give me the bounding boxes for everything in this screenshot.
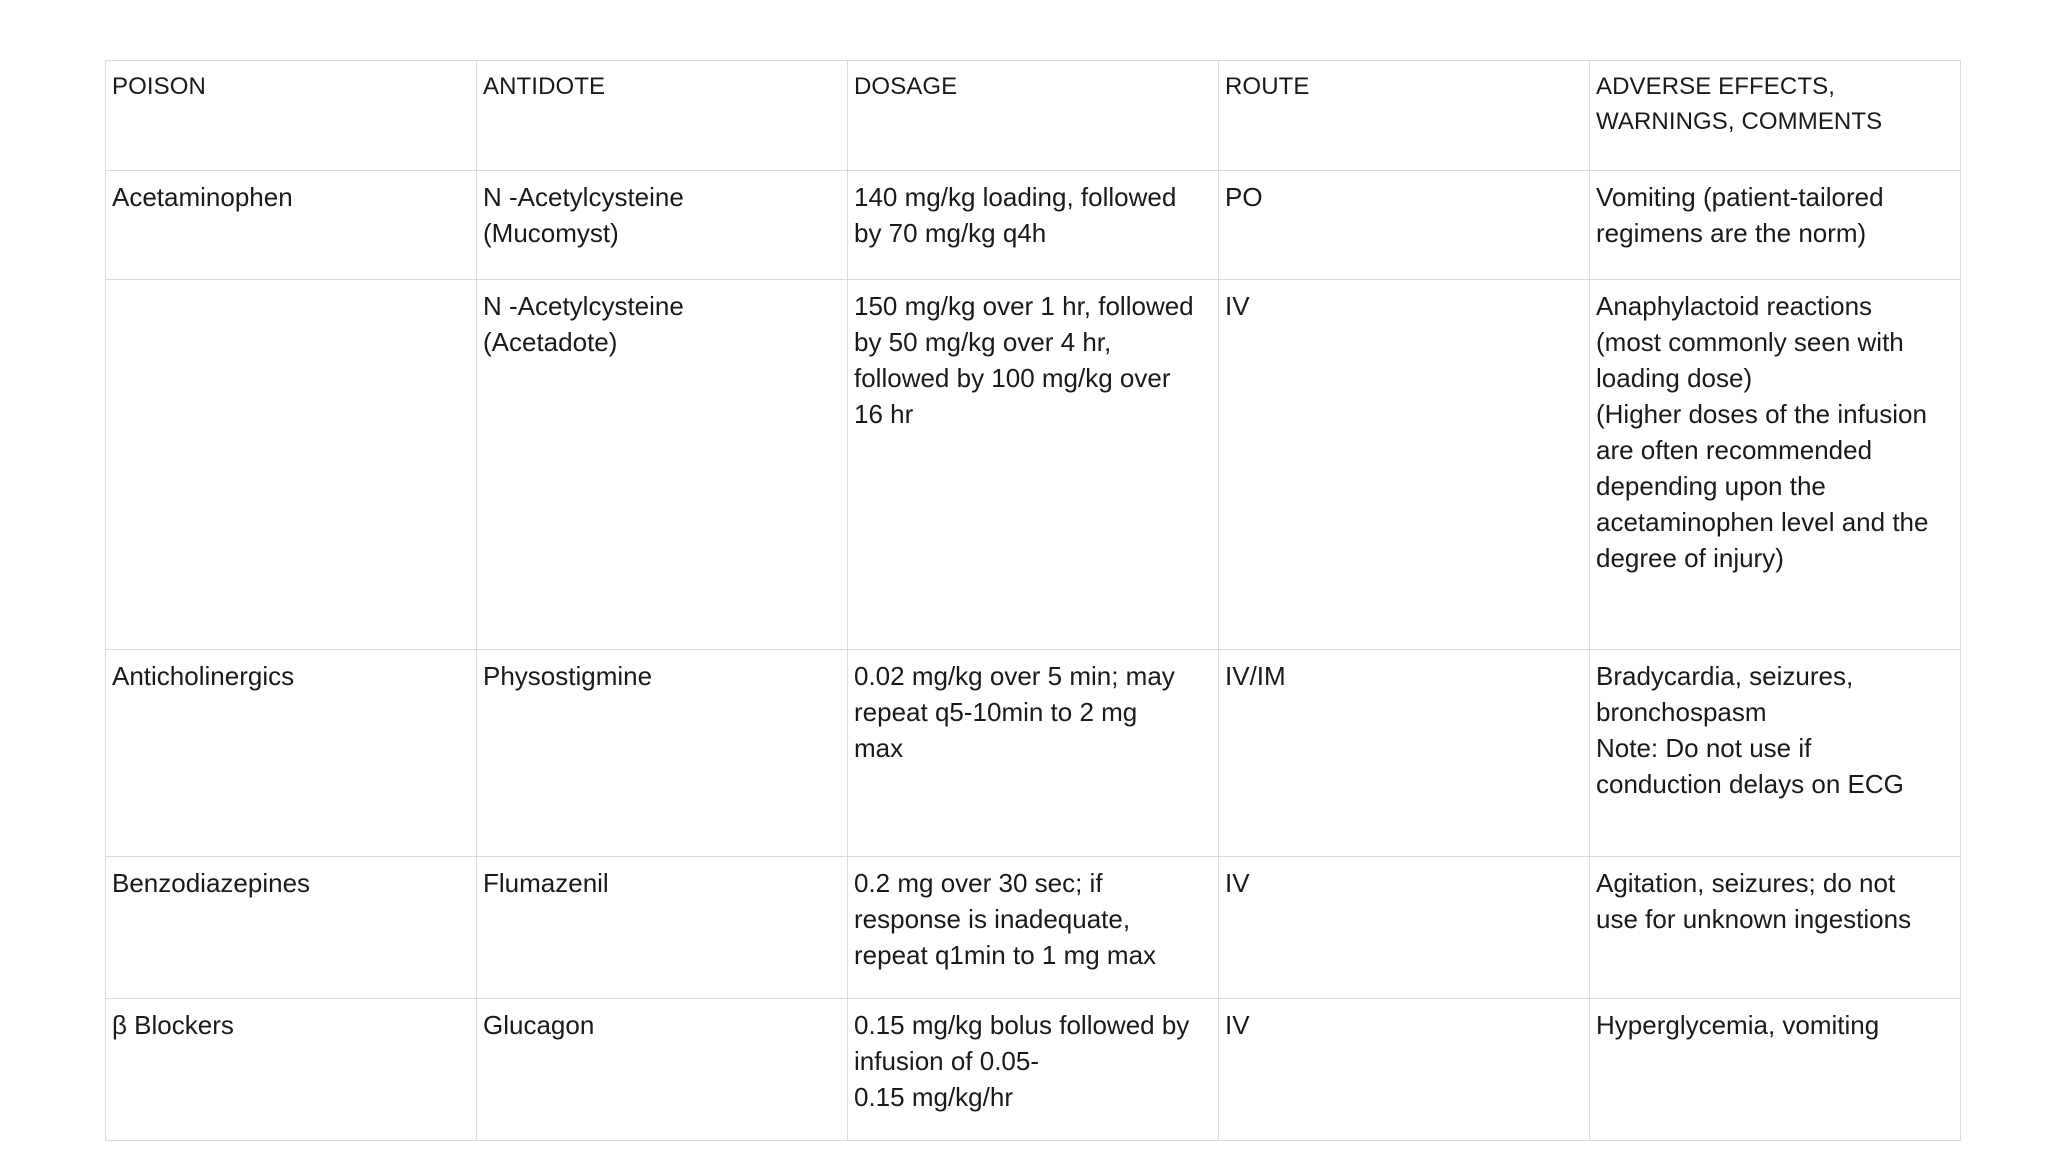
table-row <box>106 280 1961 650</box>
header-poison: POISON <box>106 61 477 171</box>
header-route: ROUTE <box>1219 61 1590 171</box>
cell-route: IV <box>1219 857 1590 999</box>
cell-dosage: 140 mg/kg loading, followed by 70 mg/kg q4h <box>848 171 1219 280</box>
cell-poison: Anticholinergics <box>106 650 477 857</box>
table-row <box>106 171 1961 280</box>
header-comments: ADVERSE EFFECTS, WARNINGS, COMMENTS <box>1590 61 1961 171</box>
antidote-document <box>105 60 1961 1141</box>
cell-dosage: 0.15 mg/kg bolus followed by infusion of 0.05- 0.15 mg/kg/hr <box>848 999 1219 1141</box>
cell-antidote: N -Acetylcysteine (Acetadote) <box>477 280 848 650</box>
header-dosage: DOSAGE <box>848 61 1219 171</box>
cell-comments: Agitation, seizures; do not use for unknown ingestions <box>1590 857 1961 999</box>
cell-antidote: Flumazenil <box>477 857 848 999</box>
cell-comments: Anaphylactoid reactions (most commonly seen with loading dose) (Higher doses of the infusion are often recommended depending upon the acetaminophen level and the degree of injury) <box>1590 280 1961 650</box>
cell-dosage: 150 mg/kg over 1 hr, followed by 50 mg/kg over 4 hr, followed by 100 mg/kg over 16 hr <box>848 280 1219 650</box>
cell-comments: Bradycardia, seizures, bronchospasm Note: Do not use if conduction delays on ECG <box>1590 650 1961 857</box>
cell-poison: Benzodiazepines <box>106 857 477 999</box>
cell-route: IV/IM <box>1219 650 1590 857</box>
cell-route: PO <box>1219 171 1590 280</box>
table-row <box>106 999 1961 1141</box>
cell-route: IV <box>1219 280 1590 650</box>
cell-route: IV <box>1219 999 1590 1141</box>
cell-comments: Hyperglycemia, vomiting <box>1590 999 1961 1141</box>
table-row <box>106 650 1961 857</box>
table-header-row <box>106 61 1961 171</box>
cell-antidote: N -Acetylcysteine (Mucomyst) <box>477 171 848 280</box>
table-row <box>106 857 1961 999</box>
cell-antidote: Glucagon <box>477 999 848 1141</box>
cell-poison <box>106 280 477 650</box>
antidote-table <box>105 60 1961 1141</box>
cell-dosage: 0.2 mg over 30 sec; if response is inadequate, repeat q1min to 1 mg max <box>848 857 1219 999</box>
cell-antidote: Physostigmine <box>477 650 848 857</box>
cell-comments: Vomiting (patient-tailored regimens are the norm) <box>1590 171 1961 280</box>
cell-poison: Acetaminophen <box>106 171 477 280</box>
header-antidote: ANTIDOTE <box>477 61 848 171</box>
cell-dosage: 0.02 mg/kg over 5 min; may repeat q5-10min to 2 mg max <box>848 650 1219 857</box>
cell-poison: β Blockers <box>106 999 477 1141</box>
